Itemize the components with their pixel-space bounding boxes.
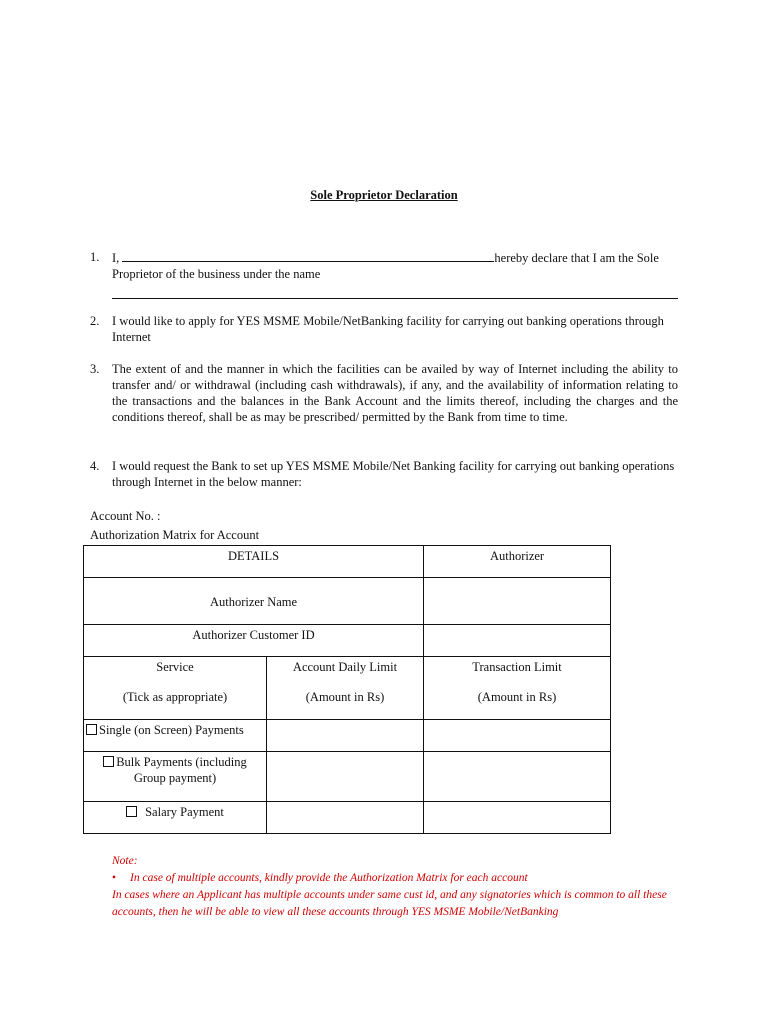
account-no-label: Account No. : [90,509,161,523]
service-single-payments [84,720,267,752]
single-payments-checkbox[interactable] [86,724,97,735]
authorization-matrix-table [83,545,611,834]
item-2-text: I would like to apply for YES MSME Mobile/NetBanking facility for carrying out banking operations through Internet [112,314,664,344]
declaration-item-2 [90,313,678,345]
item-1-line2: Proprietor of the business under the name [112,267,321,281]
note-line-1: In case of multiple accounts, kindly provide the Authorization Matrix for each account [130,872,528,884]
table-row [84,546,611,578]
table-row [84,657,611,720]
item-number: 2. [90,314,100,328]
daily-limit-sub: (Amount in Rs) [305,690,385,704]
authorizer-header: Authorizer [424,546,611,578]
item-1-prefix: I, [112,251,123,265]
authorizer-customer-id-cell[interactable] [424,625,611,657]
business-name-blank-field[interactable] [112,284,678,299]
item-1-suffix: hereby declare that I am the Sole [494,251,659,265]
daily-limit-title: Account Daily Limit [292,660,398,674]
bulk-payments-daily-limit-cell[interactable] [267,752,424,802]
authorizer-customer-id-label: Authorizer Customer ID [84,625,424,657]
note-line-2: In cases where an Applicant has multiple accounts under same cust id, and any signatories which is common to all these accounts, then he will be able to view all these accounts through YES MSME Mobile/NetBanking [112,889,667,918]
note-heading: Note: [112,855,138,867]
note-bullet-line [112,870,687,887]
salary-payment-txn-limit-cell[interactable] [424,802,611,834]
transaction-limit-sub: (Amount in Rs) [477,690,557,704]
declaration-item-1 [90,249,678,299]
service-salary-payment [84,802,267,834]
single-payments-label: Single (on Screen) Payments [99,723,244,737]
table-row [84,802,611,834]
bulk-payments-label: Bulk Payments (including [116,755,247,769]
service-bulk-payments [84,752,267,802]
item-3-text: The extent of and the manner in which the facilities can be availed by way of Internet including the ability to transfer and/ or withdrawal (including cash withdrawals), if any, and the availability of information relating to the transactions and the balances in the Bank Account and the limits thereof, including the charges and the conditions thereof, shall be as may be prescribed/ permitted by the Bank from time to time. [112,362,678,424]
bulk-payments-txn-limit-cell[interactable] [424,752,611,802]
service-header [84,657,267,720]
matrix-label: Authorization Matrix for Account [90,528,260,542]
table-row [84,720,611,752]
salary-payment-daily-limit-cell[interactable] [267,802,424,834]
table-row [84,752,611,802]
bulk-payments-label-line2: Group payment) [133,771,217,785]
name-blank-field[interactable] [122,249,494,262]
item-number: 3. [90,362,100,376]
service-header-title: Service [156,660,194,674]
transaction-limit-title: Transaction Limit [472,660,562,674]
service-header-sub: (Tick as appropriate) [122,690,228,704]
item-number: 4. [90,459,100,473]
item-number: 1. [90,250,100,264]
authorizer-name-cell[interactable] [424,578,611,625]
item-4-text: I would request the Bank to set up YES MSME Mobile/Net Banking facility for carrying out banking operations through Internet in the below manner: [112,459,675,489]
details-header: DETAILS [84,546,424,578]
bullet-icon: • [112,872,117,884]
bulk-payments-checkbox[interactable] [103,756,114,767]
salary-payment-checkbox[interactable] [126,806,137,817]
table-row [84,625,611,657]
authorizer-name-label: Authorizer Name [84,578,424,625]
table-row [84,578,611,625]
transaction-limit-header [424,657,611,720]
single-payments-daily-limit-cell[interactable] [267,720,424,752]
daily-limit-header [267,657,424,720]
page-title: Sole Proprietor Declaration [310,188,458,202]
declaration-item-3 [90,361,678,425]
salary-payment-label: Salary Payment [145,805,224,819]
single-payments-txn-limit-cell[interactable] [424,720,611,752]
declaration-item-4 [90,458,678,490]
